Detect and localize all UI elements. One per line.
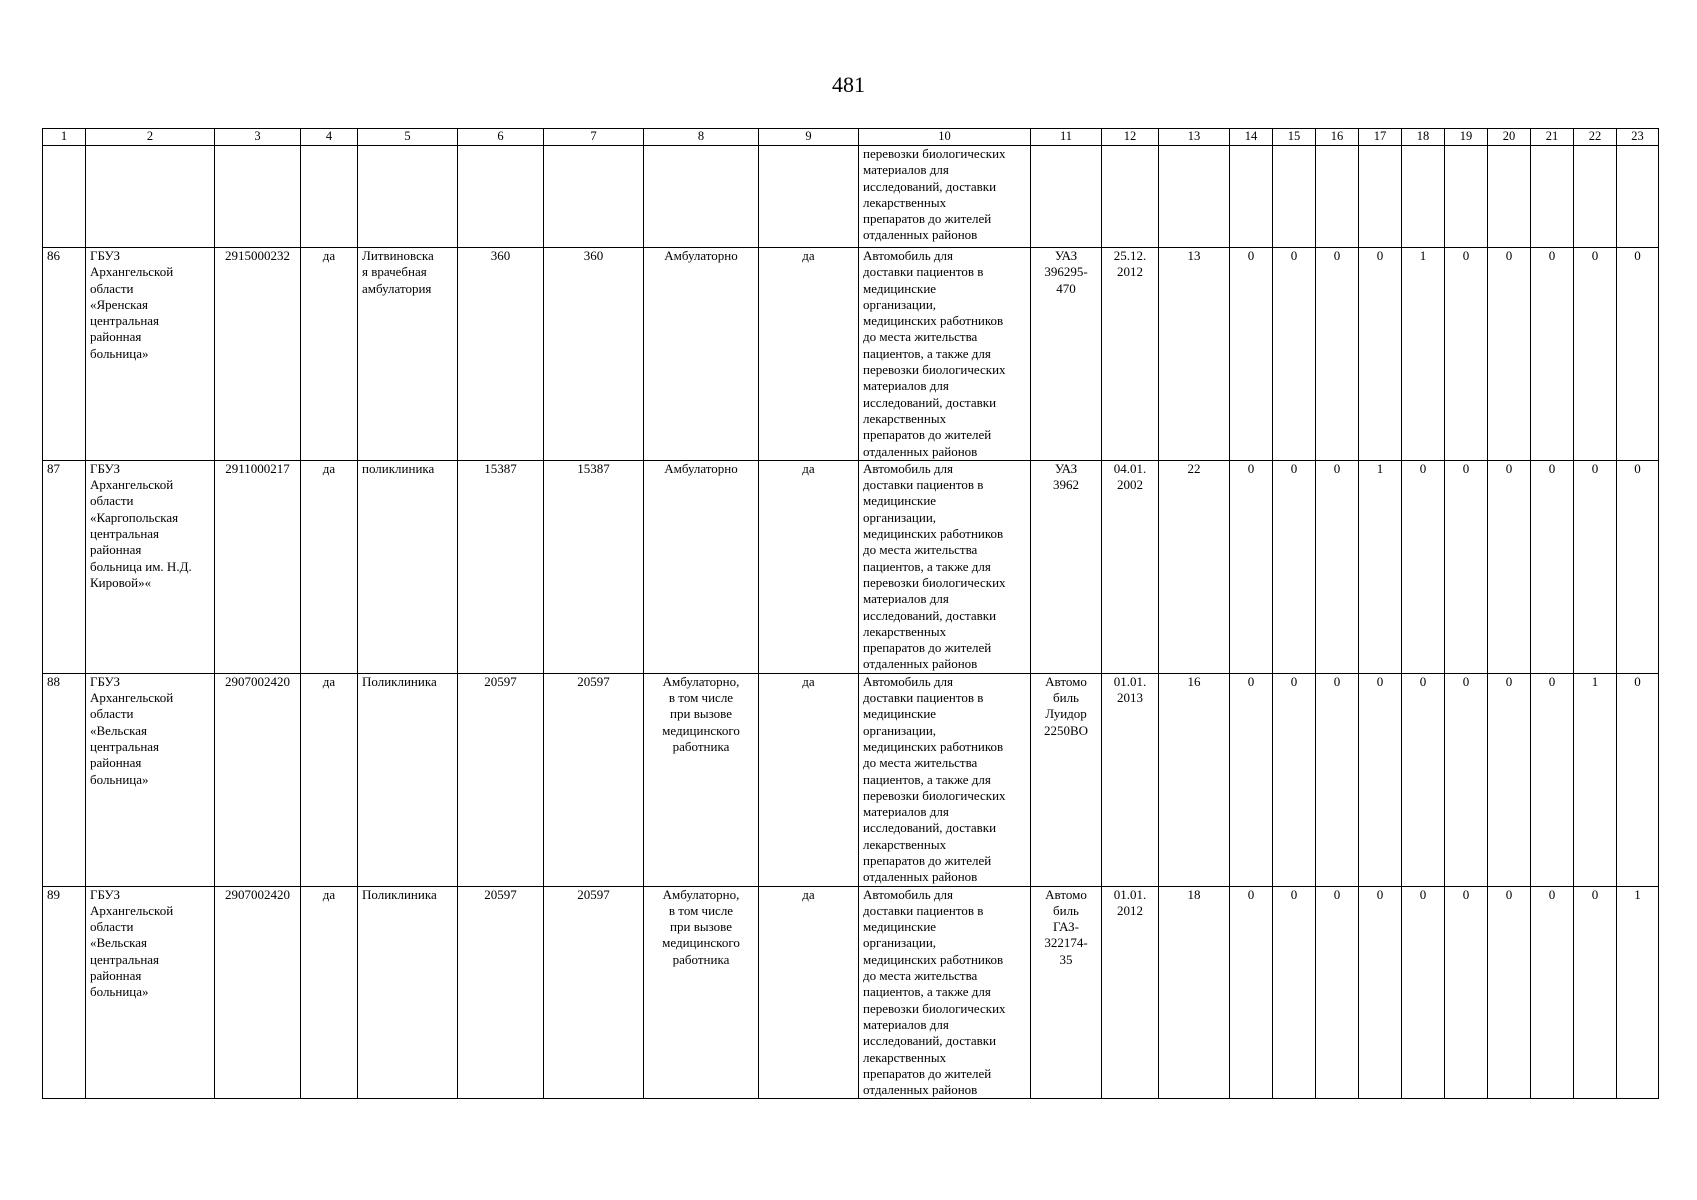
- table-cell-count-a: 360: [458, 248, 544, 461]
- column-header: 23: [1617, 129, 1659, 146]
- table-cell-row-number: 88: [43, 673, 86, 886]
- table-cell: [544, 146, 644, 248]
- table-cell-value: 0: [1445, 248, 1488, 461]
- table-cell-flag: да: [301, 886, 358, 1099]
- table-cell-registration-date: 04.01. 2002: [1102, 460, 1159, 673]
- table-cell-department: Поликлиника: [358, 886, 458, 1099]
- table-cell-value: 0: [1574, 886, 1617, 1099]
- table-cell: [1316, 146, 1359, 248]
- table-cell: [1574, 146, 1617, 248]
- column-header: 5: [358, 129, 458, 146]
- table-cell-vehicle-age: 13: [1159, 248, 1230, 461]
- table-cell-value: 0: [1273, 673, 1316, 886]
- table-cell-row-number: 87: [43, 460, 86, 673]
- table-cell-count-a: 20597: [458, 886, 544, 1099]
- table-cell-value: 0: [1574, 460, 1617, 673]
- table-cell: [644, 146, 759, 248]
- table-cell-value: 0: [1273, 248, 1316, 461]
- column-header: 17: [1359, 129, 1402, 146]
- table-cell: [301, 146, 358, 248]
- table-cell-value: 0: [1230, 248, 1273, 461]
- column-header: 12: [1102, 129, 1159, 146]
- column-header: 4: [301, 129, 358, 146]
- table-cell: [1159, 146, 1230, 248]
- table-cell-count-a: 15387: [458, 460, 544, 673]
- table-cell-organization-name: ГБУЗ Архангельской области «Каргопольская центральная районная больница им. Н.Д. Кировой»«: [86, 460, 215, 673]
- table-cell-value: 0: [1617, 460, 1659, 673]
- header-row: [43, 129, 1659, 146]
- table-cell-organization-name: ГБУЗ Архангельской области «Яренская центральная районная больница»: [86, 248, 215, 461]
- table-cell-value: 0: [1359, 673, 1402, 886]
- column-header: 9: [759, 129, 859, 146]
- table-cell-vehicle-model: УАЗ 3962: [1031, 460, 1102, 673]
- table-cell-inn: 2915000232: [215, 248, 301, 461]
- column-header: 22: [1574, 129, 1617, 146]
- table-cell-value: 0: [1402, 673, 1445, 886]
- column-header: 2: [86, 129, 215, 146]
- table-cell-value: 0: [1230, 673, 1273, 886]
- table-cell-service-mode: Амбулаторно: [644, 460, 759, 673]
- table-cell-purpose: перевозки биологических материалов для исследований, доставки лекарственных препаратов до жителей отдаленных районов: [859, 146, 1031, 248]
- table-cell: [215, 146, 301, 248]
- table-cell-service-mode: Амбулаторно, в том числе при вызове медицинского работника: [644, 673, 759, 886]
- table-cell-department: Литвиновска я врачебная амбулатория: [358, 248, 458, 461]
- table-cell-service-mode: Амбулаторно: [644, 248, 759, 461]
- table-cell-value: 0: [1488, 886, 1531, 1099]
- table-cell: [1230, 146, 1273, 248]
- table-cell-vehicle-model: Автомо биль ГАЗ- 322174- 35: [1031, 886, 1102, 1099]
- table-cell-value: 1: [1359, 460, 1402, 673]
- table-cell-value: 1: [1574, 673, 1617, 886]
- table-cell-registration-date: 25.12. 2012: [1102, 248, 1159, 461]
- table-cell: [86, 146, 215, 248]
- table-cell-value: 0: [1273, 886, 1316, 1099]
- table-cell-registration-date: 01.01. 2013: [1102, 673, 1159, 886]
- page-number: 481: [832, 72, 865, 97]
- table-cell: [458, 146, 544, 248]
- table-row: [43, 673, 1659, 886]
- column-header: 20: [1488, 129, 1531, 146]
- table-cell-value: 0: [1531, 460, 1574, 673]
- table-cell-vehicle-purpose: Автомобиль для доставки пациентов в медицинские организации, медицинских работников до места жительства пациентов, а также для перевозки биологических материалов для исследований, доставки лекарственных препаратов до жителей отдаленных районов: [859, 886, 1031, 1099]
- table-row: [43, 886, 1659, 1099]
- table-cell-vehicle-age: 18: [1159, 886, 1230, 1099]
- table-cell-count-a: 20597: [458, 673, 544, 886]
- table-cell-inn: 2907002420: [215, 673, 301, 886]
- table-row: [43, 248, 1659, 461]
- table-cell-department: Поликлиника: [358, 673, 458, 886]
- table-cell: [1445, 146, 1488, 248]
- table-cell-value: 0: [1445, 673, 1488, 886]
- table-cell-value: 0: [1574, 248, 1617, 461]
- table-cell-flag-2: да: [759, 248, 859, 461]
- column-header: 6: [458, 129, 544, 146]
- table-cell-organization-name: ГБУЗ Архангельской области «Вельская центральная районная больница»: [86, 886, 215, 1099]
- table-cell-value: 0: [1316, 886, 1359, 1099]
- table-cell: [1617, 146, 1659, 248]
- table-cell: [1402, 146, 1445, 248]
- table-cell-value: 0: [1316, 248, 1359, 461]
- table-cell-flag-2: да: [759, 460, 859, 673]
- column-header: 15: [1273, 129, 1316, 146]
- table-cell-value: 0: [1230, 886, 1273, 1099]
- table-cell-value: 0: [1402, 886, 1445, 1099]
- table-cell-value: 1: [1617, 886, 1659, 1099]
- table-cell-value: 0: [1617, 248, 1659, 461]
- table-cell-vehicle-model: УАЗ 396295- 470: [1031, 248, 1102, 461]
- table-cell: [759, 146, 859, 248]
- table-cell-flag: да: [301, 248, 358, 461]
- table-cell-value: 0: [1445, 886, 1488, 1099]
- table-cell-value: 0: [1488, 460, 1531, 673]
- table-cell-vehicle-purpose: Автомобиль для доставки пациентов в медицинские организации, медицинских работников до места жительства пациентов, а также для перевозки биологических материалов для исследований, доставки лекарственных препаратов до жителей отдаленных районов: [859, 673, 1031, 886]
- table-cell-registration-date: 01.01. 2012: [1102, 886, 1159, 1099]
- table-cell: [1531, 146, 1574, 248]
- column-header: 14: [1230, 129, 1273, 146]
- table-cell-count-b: 20597: [544, 673, 644, 886]
- column-header: 19: [1445, 129, 1488, 146]
- table-cell-value: 0: [1531, 886, 1574, 1099]
- table-cell-value: 0: [1402, 460, 1445, 673]
- column-header: 3: [215, 129, 301, 146]
- table-cell-department: поликлиника: [358, 460, 458, 673]
- table-cell-flag: да: [301, 460, 358, 673]
- table-cell-value: 0: [1488, 673, 1531, 886]
- table-cell-inn: 2911000217: [215, 460, 301, 673]
- table-cell-flag: да: [301, 673, 358, 886]
- column-header: 8: [644, 129, 759, 146]
- table-cell-value: 0: [1488, 248, 1531, 461]
- table-cell-vehicle-purpose: Автомобиль для доставки пациентов в медицинские организации, медицинских работников до места жительства пациентов, а также для перевозки биологических материалов для исследований, доставки лекарственных препаратов до жителей отдаленных районов: [859, 460, 1031, 673]
- table-cell-value: 0: [1230, 460, 1273, 673]
- table-cell-count-b: 360: [544, 248, 644, 461]
- table-cell-row-number: 86: [43, 248, 86, 461]
- column-header: 11: [1031, 129, 1102, 146]
- table-cell-vehicle-age: 22: [1159, 460, 1230, 673]
- table-cell: [1031, 146, 1102, 248]
- table-cell-value: 0: [1359, 886, 1402, 1099]
- table-cell-count-b: 20597: [544, 886, 644, 1099]
- table-cell-row-number: 89: [43, 886, 86, 1099]
- table-cell-value: 0: [1316, 460, 1359, 673]
- continuation-row: [43, 146, 1659, 248]
- table-cell: [1359, 146, 1402, 248]
- table-cell-inn: 2907002420: [215, 886, 301, 1099]
- table-cell-organization-name: ГБУЗ Архангельской области «Вельская центральная районная больница»: [86, 673, 215, 886]
- column-header: 18: [1402, 129, 1445, 146]
- table-cell-value: 0: [1445, 460, 1488, 673]
- column-header: 21: [1531, 129, 1574, 146]
- table-cell-value: 0: [1531, 248, 1574, 461]
- table-cell-value: 0: [1617, 673, 1659, 886]
- table-cell-value: 1: [1402, 248, 1445, 461]
- table-cell-value: 0: [1359, 248, 1402, 461]
- column-header: 13: [1159, 129, 1230, 146]
- table-cell-service-mode: Амбулаторно, в том числе при вызове медицинского работника: [644, 886, 759, 1099]
- table-cell-value: 0: [1273, 460, 1316, 673]
- column-header: 16: [1316, 129, 1359, 146]
- table-cell-vehicle-model: Автомо биль Луидор 2250ВО: [1031, 673, 1102, 886]
- table-cell-vehicle-purpose: Автомобиль для доставки пациентов в медицинские организации, медицинских работников до места жительства пациентов, а также для перевозки биологических материалов для исследований, доставки лекарственных препаратов до жителей отдаленных районов: [859, 248, 1031, 461]
- column-header: 7: [544, 129, 644, 146]
- table-row: [43, 460, 1659, 673]
- data-table: [42, 128, 1659, 1099]
- table-cell-flag-2: да: [759, 886, 859, 1099]
- table-cell-flag-2: да: [759, 673, 859, 886]
- column-header: 1: [43, 129, 86, 146]
- column-header: 10: [859, 129, 1031, 146]
- table-cell-vehicle-age: 16: [1159, 673, 1230, 886]
- table-cell-count-b: 15387: [544, 460, 644, 673]
- table-cell: [1488, 146, 1531, 248]
- table-cell-value: 0: [1316, 673, 1359, 886]
- table-cell-value: 0: [1531, 673, 1574, 886]
- table-cell: [1273, 146, 1316, 248]
- table-cell: [1102, 146, 1159, 248]
- table-cell: [358, 146, 458, 248]
- table-cell: [43, 146, 86, 248]
